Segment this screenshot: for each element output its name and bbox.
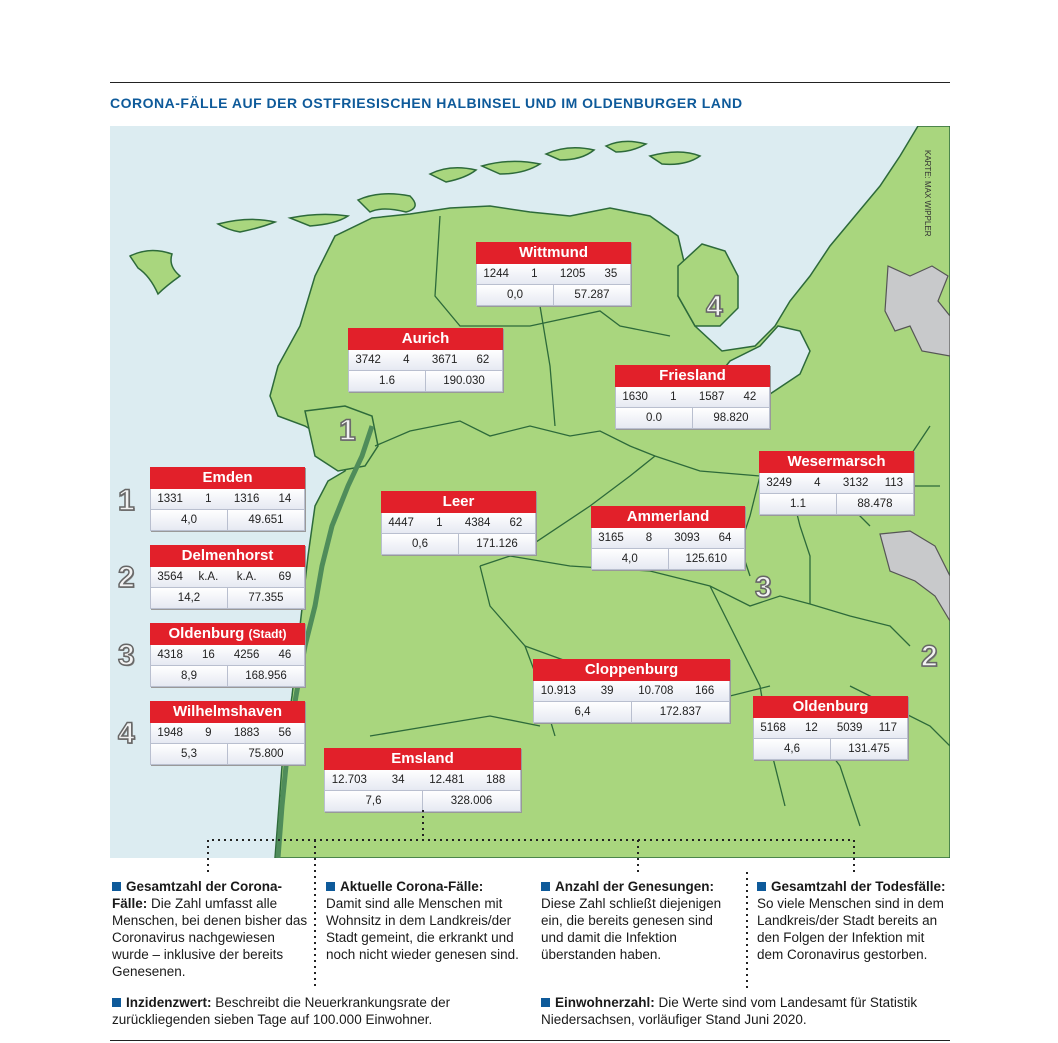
city-marker-2: 2 <box>118 561 135 594</box>
incidence: 6,4 <box>574 706 591 718</box>
incidence: 0,0 <box>507 289 523 301</box>
map-marker-delmenhorst: 2 <box>921 640 938 673</box>
deaths: 166 <box>695 685 715 697</box>
active-cases: 8 <box>645 532 653 544</box>
deaths: 64 <box>718 532 732 544</box>
city-name: Emden <box>150 467 305 489</box>
city-name: Delmenhorst <box>150 545 305 567</box>
incidence: 4,0 <box>621 553 638 565</box>
page-title: CORONA-FÄLLE AUF DER OSTFRIESISCHEN HALBINSEL UND IM OLDENBURGER LAND <box>110 95 743 111</box>
incidence: 0.0 <box>646 412 662 424</box>
total-cases: 10.913 <box>540 685 576 697</box>
population: 77.355 <box>227 588 304 608</box>
population: 131.475 <box>830 739 907 759</box>
total-cases: 3742 <box>355 354 381 366</box>
legend-label: Inzidenzwert: <box>126 995 212 1010</box>
deaths: 62 <box>509 517 523 529</box>
active-cases: 9 <box>205 727 212 739</box>
legend-label: Gesamtzahl der Todesfälle: <box>771 879 946 894</box>
deaths: 42 <box>743 391 757 403</box>
incidence: 7,6 <box>365 795 382 807</box>
active-cases: 12 <box>804 722 818 734</box>
deaths: 56 <box>278 727 292 739</box>
legend-population <box>541 994 953 1028</box>
incidence: 1.1 <box>790 498 806 510</box>
legend-total <box>112 878 308 980</box>
map-credit: KARTE: MAX WIPPLER <box>923 150 932 237</box>
recovered-cases: 1316 <box>233 493 260 505</box>
total-cases: 3249 <box>766 477 792 489</box>
legend-label: Aktuelle Corona-Fälle: <box>340 879 484 894</box>
total-cases: 1630 <box>622 391 648 403</box>
population: 49.651 <box>227 510 304 530</box>
deaths: 117 <box>878 722 898 734</box>
legend-text: So viele Menschen sind in dem Landkreis/der Stadt bereits an den Folgen der Infektion mit dem Coronavirus gestorben. <box>757 896 944 962</box>
total-cases: 3165 <box>598 532 624 544</box>
recovered-cases: 3132 <box>842 477 869 489</box>
total-cases: 5168 <box>760 722 786 734</box>
district-name: Wittmund <box>476 242 631 264</box>
district-name: Oldenburg <box>753 696 908 718</box>
recovered-cases: 5039 <box>836 722 863 734</box>
total-cases: 12.703 <box>331 774 367 786</box>
recovered-cases: 3093 <box>674 532 700 544</box>
city-name-text: Oldenburg <box>168 625 245 642</box>
district-name: Leer <box>381 491 536 513</box>
active-cases: 4 <box>403 354 410 366</box>
district-name: Wesermarsch <box>759 451 914 473</box>
legend-label: Gesamtzahl der Corona-Fälle: <box>112 879 283 911</box>
incidence: 8,9 <box>181 670 197 682</box>
recovered-cases: 1587 <box>698 391 725 403</box>
active-cases: 4 <box>814 477 821 489</box>
deaths: 14 <box>278 493 292 505</box>
population: 75.800 <box>227 744 304 764</box>
bottom-rule <box>110 1040 950 1041</box>
district-name: Cloppenburg <box>533 659 730 681</box>
map-marker-wilhelmshaven: 4 <box>706 290 723 323</box>
total-cases: 4447 <box>388 517 414 529</box>
recovered-cases: 4256 <box>233 649 260 661</box>
total-cases: 1948 <box>157 727 183 739</box>
incidence: 14,2 <box>177 592 201 604</box>
deaths: 69 <box>278 571 292 583</box>
incidence: 0,6 <box>412 538 428 550</box>
legend-recovered <box>541 878 737 963</box>
incidence: 4,0 <box>181 514 197 526</box>
incidence: 5,3 <box>181 748 197 760</box>
legend-square-icon <box>326 882 335 891</box>
legend-square-icon <box>112 882 121 891</box>
population: 172.837 <box>631 702 729 722</box>
district-name: Aurich <box>348 328 503 350</box>
deaths: 46 <box>278 649 292 661</box>
recovered-cases: 1205 <box>559 268 586 280</box>
active-cases: 1 <box>670 391 677 403</box>
legend-square-icon <box>541 882 550 891</box>
total-cases: 1331 <box>157 493 183 505</box>
legend-square-icon <box>112 998 121 1007</box>
legend-incidence <box>112 994 524 1028</box>
legend-text: Beschreibt die Neuerkrankungsrate der zurückliegenden sieben Tage auf 100.000 Einwohner. <box>112 995 451 1027</box>
legend-square-icon <box>757 882 766 891</box>
recovered-cases: 3671 <box>431 354 458 366</box>
recovered-cases: 12.481 <box>429 774 465 786</box>
legend-text: Die Werte sind vom Landesamt für Statistik Niedersachsen, vorläufiger Stand Juni 2020. <box>541 995 918 1027</box>
population: 168.956 <box>227 666 304 686</box>
district-name: Emsland <box>324 748 521 770</box>
legend-text: Die Zahl umfasst alle Menschen, bei denen bisher das Coronavirus nachgewiesen wurde – inklusive der bereits Genesenen. <box>112 896 308 979</box>
legend-square-icon <box>541 998 550 1007</box>
population: 171.126 <box>458 534 535 554</box>
city-marker-1: 1 <box>118 484 135 517</box>
active-cases: 1 <box>205 493 212 505</box>
active-cases: 1 <box>531 268 538 280</box>
active-cases: 16 <box>201 649 215 661</box>
incidence: 1.6 <box>379 375 395 387</box>
deaths: 62 <box>476 354 490 366</box>
active-cases: k.A. <box>198 571 219 583</box>
city-marker-3: 3 <box>118 639 135 672</box>
total-cases: 4318 <box>157 649 183 661</box>
recovered-cases: 4384 <box>464 517 491 529</box>
total-cases: 3564 <box>157 571 183 583</box>
population: 57.287 <box>553 285 630 305</box>
active-cases: 1 <box>436 517 443 529</box>
population: 98.820 <box>692 408 769 428</box>
incidence: 4,6 <box>784 743 800 755</box>
legend-deaths <box>757 878 953 963</box>
active-cases: 34 <box>391 774 405 786</box>
city-marker-4: 4 <box>118 717 135 750</box>
map-marker-oldenburg-stadt: 3 <box>755 571 772 604</box>
total-cases: 1244 <box>483 268 509 280</box>
map-marker-emden: 1 <box>339 414 356 447</box>
recovered-cases: 1883 <box>233 727 260 739</box>
population: 88.478 <box>836 494 913 514</box>
city-name: Wilhelmshaven <box>150 701 305 723</box>
recovered-cases: 10.708 <box>638 685 674 697</box>
legend-active <box>326 878 522 963</box>
deaths: 35 <box>604 268 618 280</box>
population: 190.030 <box>425 371 502 391</box>
legend-text: Damit sind alle Menschen mit Wohnsitz in dem Landkreis/der Stadt gemeint, die erkrankt und noch nicht wieder genesen sind. <box>326 896 519 962</box>
active-cases: 39 <box>600 685 614 697</box>
district-name: Ammerland <box>591 506 745 528</box>
city-name-suffix: (Stadt) <box>248 627 287 641</box>
population: 125.610 <box>668 549 745 569</box>
legend-label: Anzahl der Genesungen: <box>555 879 715 894</box>
deaths: 188 <box>486 774 506 786</box>
district-name: Friesland <box>615 365 770 387</box>
population: 328.006 <box>422 791 520 811</box>
legend-text: Diese Zahl schließt diejenigen ein, die bereits genesen sind und damit die Infektion überstanden haben. <box>541 896 722 962</box>
deaths: 113 <box>884 477 904 489</box>
recovered-cases: k.A. <box>236 571 257 583</box>
legend-label: Einwohnerzahl: <box>555 995 655 1010</box>
